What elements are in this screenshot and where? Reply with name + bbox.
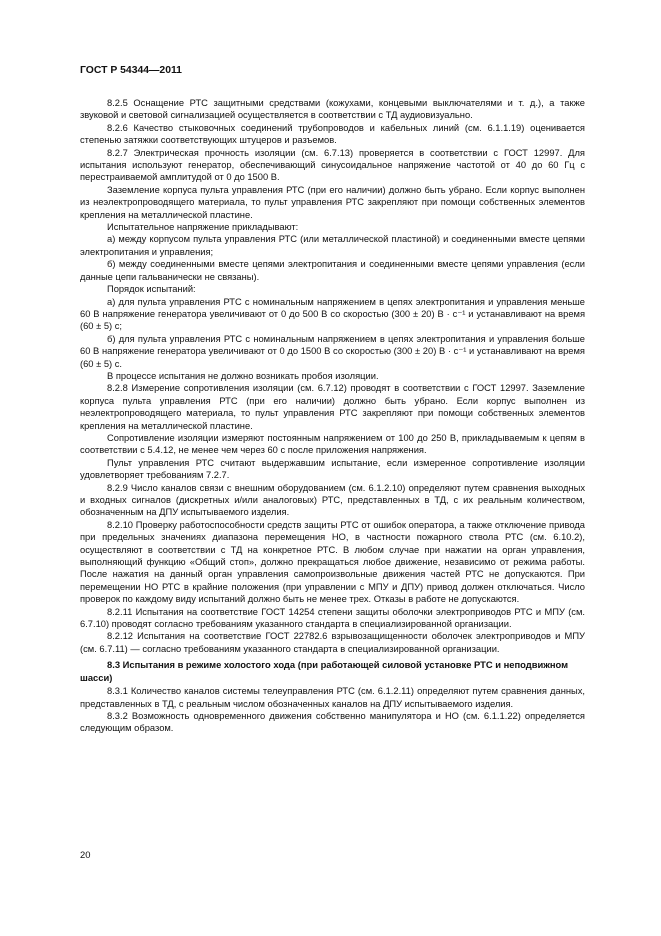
document-body: [80, 97, 585, 735]
document-header: ГОСТ Р 54344—2011: [80, 65, 182, 76]
paragraph: 8.2.10 Проверку работоспособности средств защиты РТС от ошибок оператора, а также отключение привода при предельных значениях диапазона перемещения НО, в частности пожарного ствола РТС (см. 6.10.2), осуществляют в соответствии с ТД на конкретное РТС. В любом случае при нажатии на орган управления, выполняющий функцию «Общий стоп», должно прекращаться любое движение, независимо от режима работы. После нажатия на данный орган управления самопроизвольные движения частей РТС не допускаются. При перемещении НО РТС в крайние положения (при управлении с МПУ и ДПУ) привод должен отключаться. Число проверок по каждому виду испытаний должно быть не менее трех. Отказы в работе не допускаются.: [80, 519, 585, 605]
paragraph: Испытательное напряжение прикладывают:: [107, 222, 299, 233]
paragraph: Сопротивление изоляции измеряют постоянным напряжением от 100 до 250 В, прикладываемым к цепям в соответствии с 5.4.12, не менее чем через 60 с после приложения напряжения.: [80, 432, 585, 456]
paragraph: 8.3.2 Возможность одновременного движения собственно манипулятора и НО (см. 6.1.1.22) определяется следующим образом.: [80, 710, 585, 734]
paragraph: б) между соединенными вместе цепями электропитания и соединенными вместе цепями управления (если данные цепи гальванически не связаны).: [80, 259, 585, 282]
paragraph: В процессе испытания не должно возникать пробоя изоляции.: [107, 370, 379, 381]
paragraph: б) для пульта управления РТС с номинальным напряжением в цепях электропитания и управления больше 60 В напряжение генератора увеличивают от 0 до 1500 В со скоростью (300 ± 20) В · с⁻¹ и устанавливают на время (60 ± 5) с.: [80, 333, 585, 369]
paragraph: 8.2.7 Электрическая прочность изоляции (см. 6.7.13) проверяется в соответствии с ГОСТ 12997. Для испытания используют генератор, обеспечивающий синусоидальное напряжение частотой от 40 до 60 Гц с перестраиваемой амплитудой от 0 до 1500 В.: [80, 147, 585, 183]
paragraph: а) между корпусом пульта управления РТС (или металлической пластиной) и соединенными вместе цепями электропитания и управления;: [80, 234, 585, 257]
paragraph: а) для пульта управления РТС с номинальным напряжением в цепях электропитания и управления меньше 60 В напряжение генератора увеличивают от 0 до 500 В со скоростью (300 ± 20) В · с⁻¹ и устанавливают на время (60 ± 5) с;: [80, 296, 585, 332]
section-heading: 8.3 Испытания в режиме холостого хода (при работающей силовой установке РТС и неподвижном шасси): [80, 659, 569, 683]
paragraph: 8.2.6 Качество стыковочных соединений трубопроводов и кабельных линий (см. 6.1.1.19) оценивается степенью затяжки соответствующих штуцеров и разъемов.: [80, 122, 585, 146]
paragraph: 8.3.1 Количество каналов системы телеуправления РТС (см. 6.1.2.11) определяют путем сравнения данных, представленных в ТД, с реальным числом обозначенных каналов на ДПУ испытываемого изделия.: [80, 686, 585, 709]
page-number: 20: [80, 849, 91, 860]
paragraph: 8.2.11 Испытания на соответствие ГОСТ 14254 степени защиты оболочки электроприводов РТС и МПУ (см. 6.7.10) проводят согласно требованиям указанного стандарта в специализированной организации.: [80, 606, 585, 630]
paragraph: 8.2.12 Испытания на соответствие ГОСТ 22782.6 взрывозащищенности оболочек электроприводов и МПУ (см. 6.7.11) — согласно требованиям указанного стандарта в специализированной организации.: [80, 631, 585, 654]
paragraph: Пульт управления РТС считают выдержавшим испытание, если измеренное сопротивление изоляции удовлетворяет требованиям 7.2.7.: [80, 457, 585, 481]
paragraph: 8.2.8 Измерение сопротивления изоляции (см. 6.7.12) проводят в соответствии с ГОСТ 12997. Заземление корпуса пульта управления РТС (при его наличии) должно быть убрано. Если корпус выполнен из неэлектропроводящего материала, то пульт управления РТС закрепляют при помощи собственных элементов крепления на металлической пластине.: [80, 383, 585, 431]
paragraph: 8.2.9 Число каналов связи с внешним оборудованием (см. 6.1.2.10) определяют путем сравнения выходных и входных сигналов (дискретных и/или аналоговых) РТС, представленных в ТД, с их реальным количеством, обозначенным на ДПУ испытываемого изделия.: [80, 482, 585, 518]
paragraph: Заземление корпуса пульта управления РТС (при его наличии) должно быть убрано. Если корпус выполнен из неэлектропроводящего материала, то пульт управления РТС закрепляют при помощи собственных элементов крепления на металлической пластине.: [80, 184, 585, 220]
paragraph: Порядок испытаний:: [107, 284, 196, 295]
paragraph: 8.2.5 Оснащение РТС защитными средствами (кожухами, концевыми выключателями и т. д.), а также звуковой и световой сигнализацией осуществляется в соответствии с ТД аудиовизуально.: [80, 98, 585, 121]
